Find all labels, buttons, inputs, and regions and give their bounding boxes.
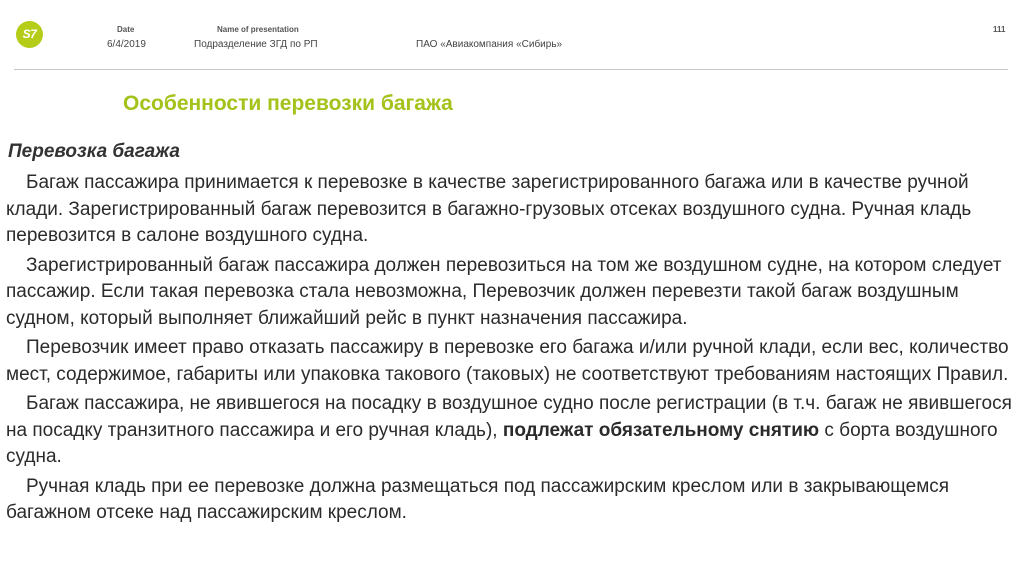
emphasis-mandatory: подлежат обязательному [502,419,744,441]
section-subtitle: Перевозка багажа [8,141,180,162]
date-value: 6/4/2019 [107,39,146,50]
s7-logo: S7 [16,21,43,48]
page-number: 111 [993,25,1006,34]
company-name: ПАО «Авиакомпания «Сибирь» [416,39,563,50]
date-label: Date [117,25,135,34]
paragraph-carrier-refusal: Перевозчик имеет право отказать пассажиру в перевозке его багажа и/или ручной клади, если вес, количество мест, содержимое, габариты или упаковка такового (таковых) не соответствуют требованиям настоящих Правил. [6,337,1009,385]
paragraph-no-show-text: Багаж пассажира, не явившегося на посадку в воздушное судно после регистрации (в т.ч. багаж не явившегося на посадку транзитного пассажира и его ручная кладь), [6,393,1012,441]
paragraph-same-aircraft: Зарегистрированный багаж пассажира должен перевозиться на том же воздушном судне, на котором следует пассажир. Если такая перевозка стала невозможна, Перевозчик должен перевезти такой багаж воздушным судном, который выполняет ближайший рейс в пункт назначения пассажира. [6,254,1002,329]
paragraph-hand-luggage: Ручная кладь при ее перевозке должна размещаться под пассажирским креслом или в закрывающемся багажном отсеке над пассажирским креслом. [6,475,950,523]
department-name: Подразделение ЗГД по РП [194,39,318,50]
paragraph-no-show-baggage [6,391,1022,471]
emphasis-removal: снятию [748,419,820,441]
paragraph-checked-baggage: Багаж пассажира принимается к перевозке в качестве зарегистрированного багажа или в качестве ручной клади. Зарегистрированный багаж перевозится в багажно-грузовых отсеках воздушного судна. Ручная кладь перевозится в салоне воздушного судна. [6,172,972,246]
header-divider [14,69,1008,70]
paragraph-no-show-end: с борта воздушного судна. [6,419,998,467]
slide-body [6,170,1022,530]
slide-title: Особенности перевозки багажа [123,92,453,115]
presentation-label: Name of presentation [217,25,299,34]
